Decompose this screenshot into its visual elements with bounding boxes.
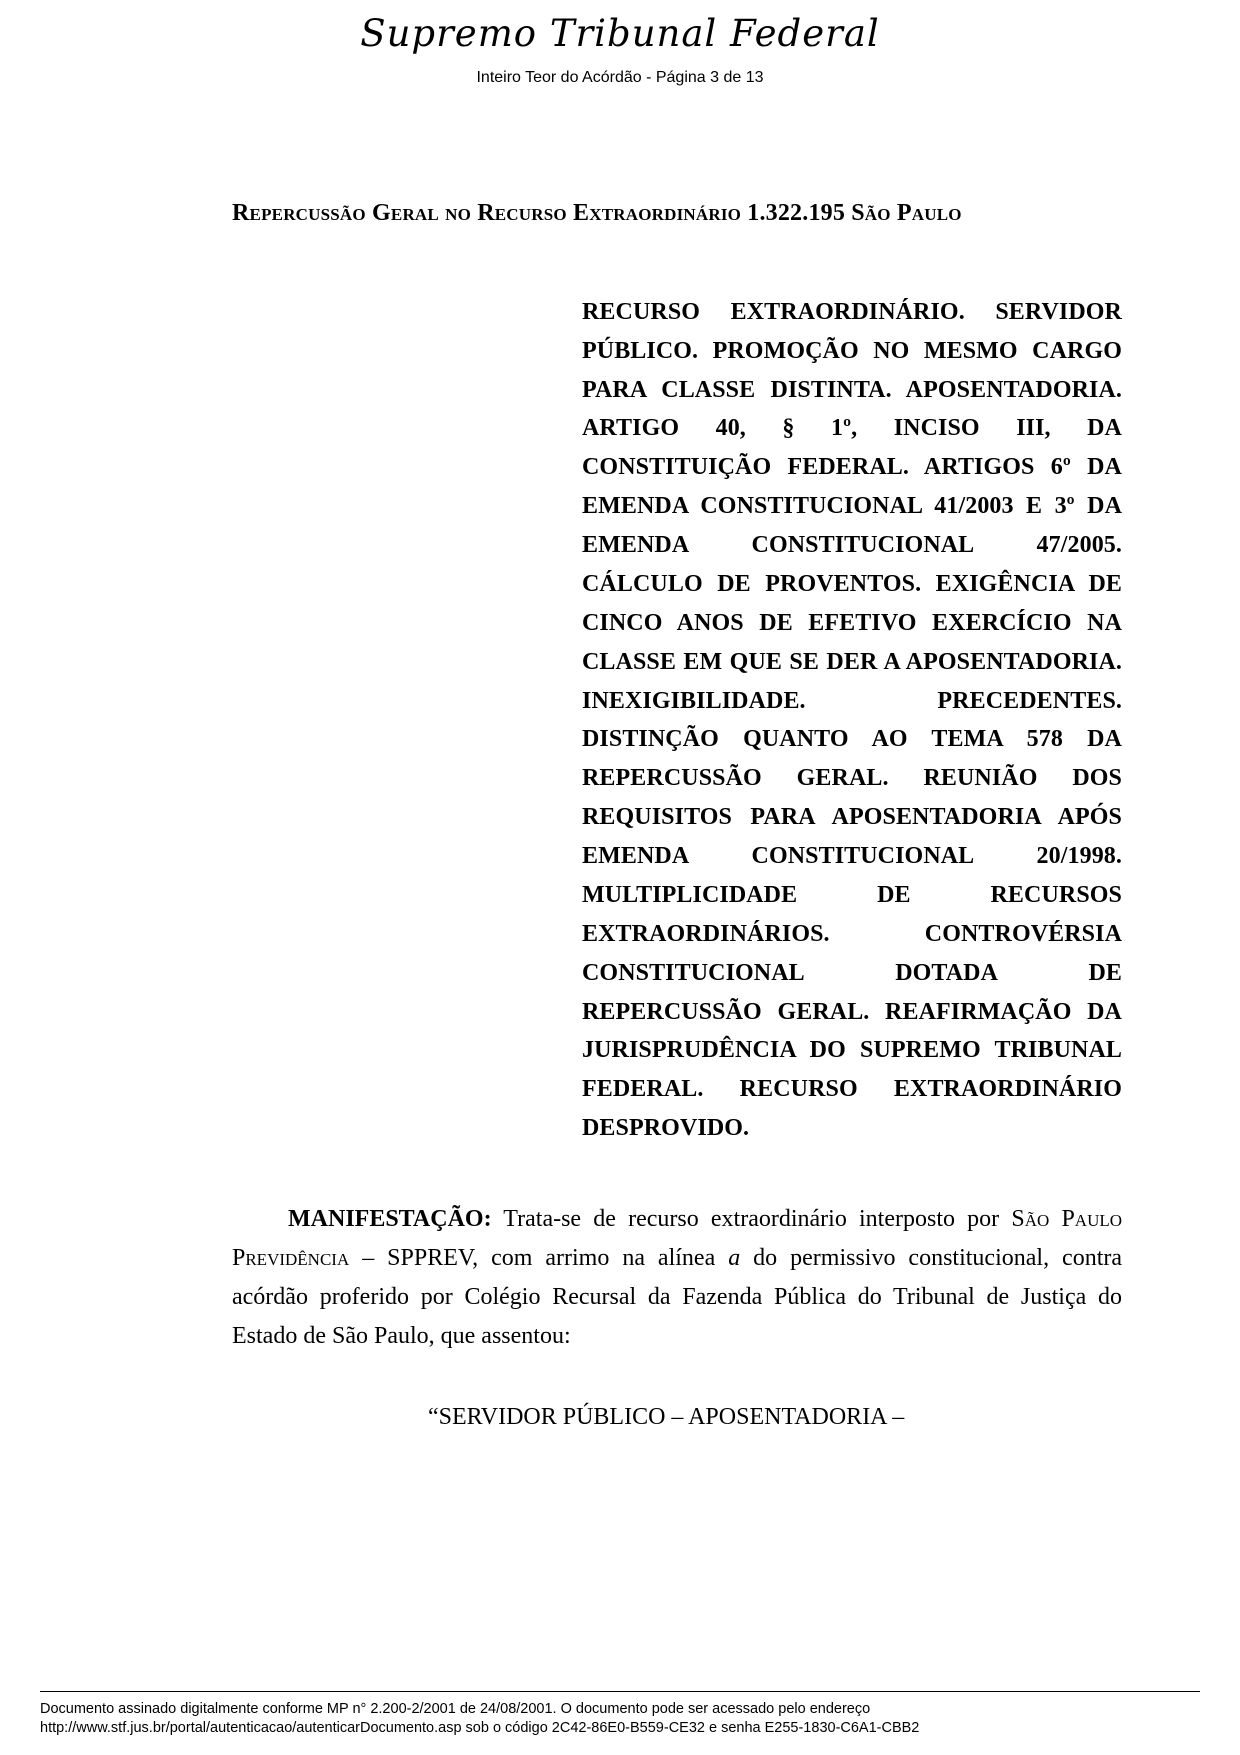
document-body [232,196,1122,1436]
manifestacao-text-2: – SPPREV, com arrimo na alínea [349,1244,729,1271]
footer-line-1: Documento assinado digitalmente conforme MP n° 2.200-2/2001 de 24/08/2001. O documento pode ser acessado pelo endereço [40,1700,871,1717]
manifestacao-text-3: do permissivo constitucional, contra acórdão proferido por Colégio Recursal da Fazenda Pública do Tribunal de Justiça do Estado de São Paulo, que assentou: [232,1244,1123,1349]
quoted-decision: “SERVIDOR PÚBLICO – APOSENTADORIA – [428,1403,905,1430]
ementa-text: RECURSO EXTRAORDINÁRIO. SERVIDOR PÚBLICO. PROMOÇÃO NO MESMO CARGO PARA CLASSE DISTINTA. APOSENTADORIA. ARTIGO 40, § 1º, INCISO III, DA CONSTITUIÇÃO FEDERAL. ARTIGOS 6º DA EMENDA CONSTITUCIONAL 41/2003 E 3º DA EMENDA CONSTITUCIONAL 47/2005. CÁLCULO DE PROVENTOS. EXIGÊNCIA DE CINCO ANOS DE EFETIVO EXERCÍCIO NA CLASSE EM QUE SE DER A APOSENTADORIA. INEXIGIBILIDADE. PRECEDENTES. DISTINÇÃO QUANTO AO TEMA 578 DA REPERCUSSÃO GERAL. REUNIÃO DOS REQUISITOS PARA APOSENTADORIA APÓS EMENDA CONSTITUCIONAL 20/1998. MULTIPLICIDADE DE RECURSOS EXTRAORDINÁRIOS. CONTROVÉRSIA CONSTITUCIONAL DOTADA DE REPERCUSSÃO GERAL. REAFIRMAÇÃO DA JURISPRUDÊNCIA DO SUPREMO TRIBUNAL FEDERAL. RECURSO EXTRAORDINÁRIO DESPROVIDO. [582,298,1122,1142]
case-title: Repercussão Geral no Recurso Extraordinário 1.322.195 São Paulo [232,200,962,226]
footer-divider [40,1691,1200,1692]
manifestacao-alinea: a [728,1244,741,1271]
manifestacao-label: MANIFESTAÇÃO: [288,1206,492,1233]
manifestacao-paragraph [232,1200,1122,1356]
court-name: Supremo Tribunal Federal [360,12,880,55]
page-footer [0,1691,1240,1739]
manifestacao-text-1: Trata-se de recurso extraordinário interposto por [491,1206,1012,1233]
manifestacao-party: São Paulo Previdência [232,1206,1123,1271]
footer-line-2: http://www.stf.jus.br/portal/autenticacao/autenticarDocumento.asp sob o código 2C42-86E0-B559-CE32 e senha E255-1830-C6A1-CBB2 [40,1720,920,1737]
document-subtitle: Inteiro Teor do Acórdão - Página 3 de 13 [476,68,764,86]
